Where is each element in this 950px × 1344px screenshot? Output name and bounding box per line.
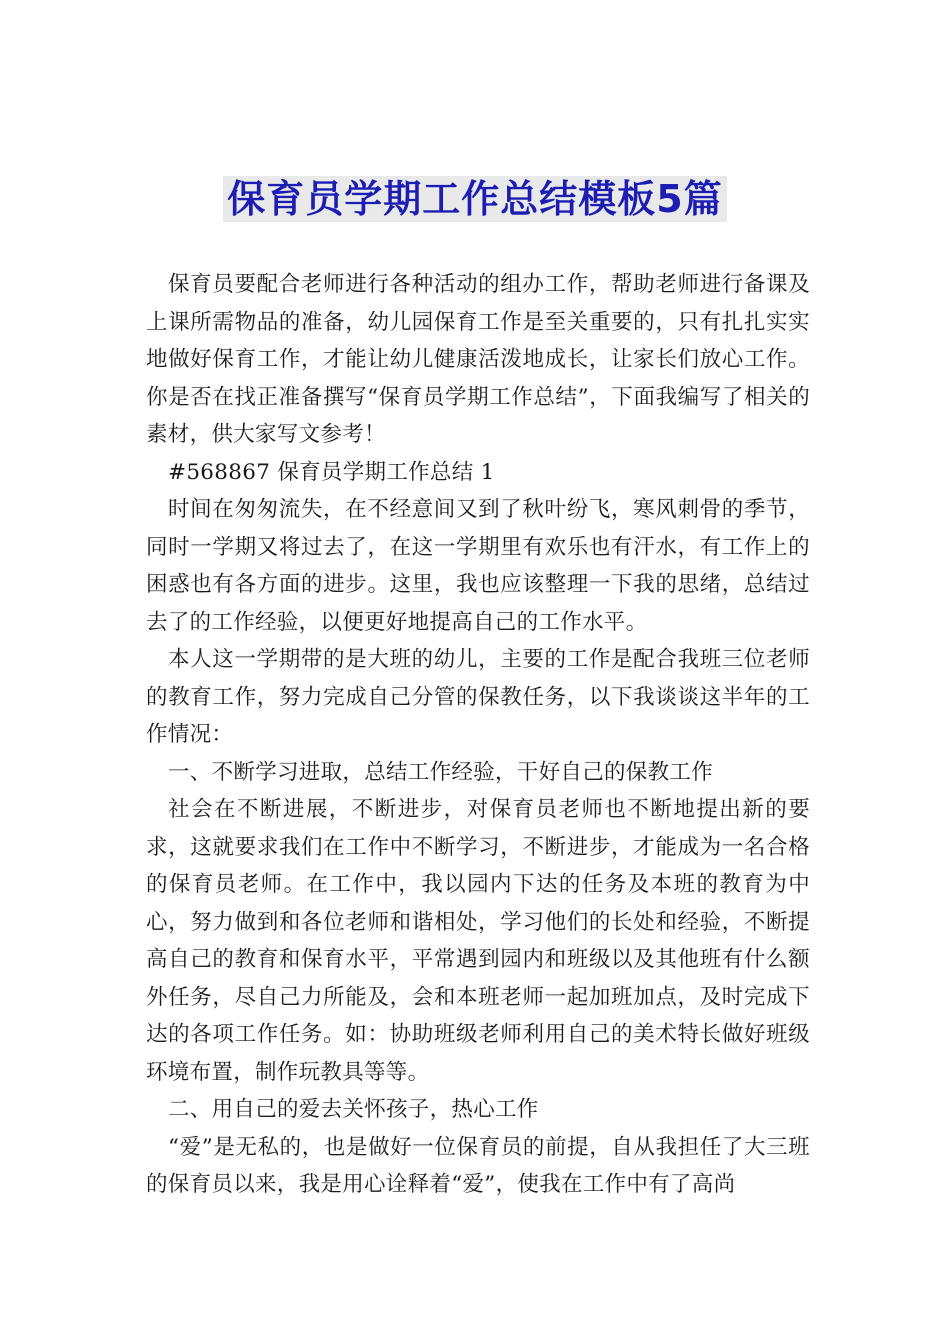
document-body xyxy=(146,266,810,1204)
body-paragraph: 时间在匆匆流失，在不经意间又到了秋叶纷飞，寒风刺骨的季节，同时一学期又将过去了，在这一学期里有欢乐也有汗水，有工作上的困惑也有各方面的进步。这里，我也应该整理一下我的思绪，总结过去了的工作经验，以便更好地提高自己的工作水平。 xyxy=(146,497,810,635)
section-heading-2: 二、用自己的爱去关怀孩子，热心工作 xyxy=(168,1097,539,1122)
body-paragraph: “爱”是无私的，也是做好一位保育员的前提，自从我担任了大三班的保育员以来，我是用心诠释着“爱”，使我在工作中有了高尚 xyxy=(146,1134,810,1197)
document-title: 保育员学期工作总结模板5篇 xyxy=(223,176,726,222)
section-heading-1: 一、不断学习进取，总结工作经验，干好自己的保教工作 xyxy=(168,759,714,785)
body-paragraph: 本人这一学期带的是大班的幼儿，主要的工作是配合我班三位老师的教育工作，努力完成自己分管的保教任务，以下我谈谈这半年的工作情况： xyxy=(146,647,810,747)
section-heading-summary-1: #568867 保育员学期工作总结 1 xyxy=(168,459,495,485)
intro-paragraph: 保育员要配合老师进行各种活动的组办工作，帮助老师进行备课及上课所需物品的准备，幼儿园保育工作是至关重要的，只有扎扎实实地做好保育工作，才能让幼儿健康活泼地成长，让家长们放心工作。你是否在找正准备撰写“保育员学期工作总结”，下面我编写了相关的素材，供大家写文参考！ xyxy=(146,272,810,447)
body-paragraph: 社会在不断进展，不断进步，对保育员老师也不断地提出新的要求，这就要求我们在工作中不断学习，不断进步，才能成为一名合格的保育员老师。在工作中，我以园内下达的任务及本班的教育为中心，努力做到和各位老师和谐相处，学习他们的长处和经验，不断提高自己的教育和保育水平，平常遇到园内和班级以及其他班有什么额外任务，尽自己力所能及，会和本班老师一起加班加点，及时完成下达的各项工作任务。如：协助班级老师利用自己的美术特长做好班级环境布置，制作玩教具等等。 xyxy=(146,797,810,1085)
title-container xyxy=(0,176,950,222)
